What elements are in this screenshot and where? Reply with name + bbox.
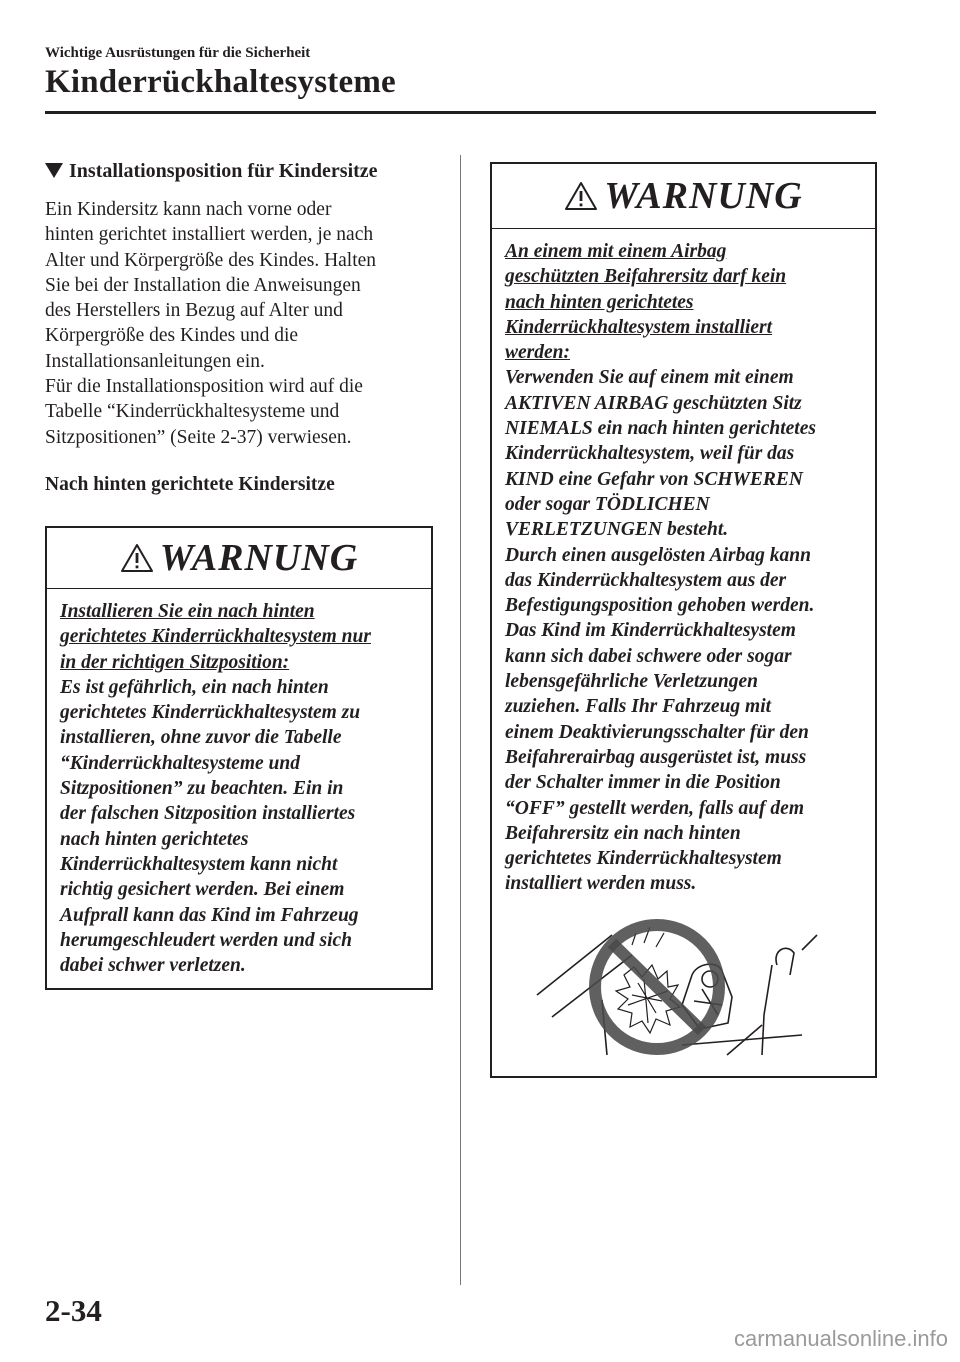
header-rule [45,111,876,114]
warning-line: Beifahrerairbag ausgerüstet ist, muss [505,746,807,768]
paragraph-line: Tabelle “Kinderrückhaltesysteme und [45,401,340,423]
warning-line: dabei schwer verletzen. [60,955,246,977]
warning-line: einem Deaktivierungsschalter für den [505,721,809,743]
warning-line: installiert werden muss. [505,873,697,895]
warning-line: Befestigungsposition gehoben werden. [505,595,815,617]
warning-line: VERLETZUNGEN besteht. [505,519,729,541]
warning-emphasis-line: geschützten Beifahrersitz darf kein [505,266,787,288]
warning-line: richtig gesichert werden. Bei einem [60,879,345,901]
warning-triangle-icon [564,181,598,211]
car-interior-lines [537,935,817,1055]
warning-line: das Kinderrückhaltesystem aus der [505,569,787,591]
paragraph-line: Ein Kindersitz kann nach vorne oder [45,199,332,220]
warning-text [47,589,431,988]
rear-facing-airbag-prohibition-illustration [532,905,822,1060]
warning-emphasis-line: in der richtigen Sitzposition: [60,651,290,673]
warning-line: Das Kind im Kinderrückhaltesystem [505,620,796,642]
warning-line: Verwenden Sie auf einem mit einem [505,367,794,389]
warning-emphasis-line: gerichtetes Kinderrückhaltesystem nur [60,626,371,648]
page-number: 2-34 [45,1293,102,1328]
warning-line: “Kinderrückhaltesysteme und [60,752,300,774]
warning-line: Kinderrückhaltesystem, weil für das [505,443,795,465]
warning-text [492,229,875,907]
warning-line: der Schalter immer in die Position [505,772,781,794]
paragraph-line: des Herstellers in Bezug auf Alter und [45,300,343,322]
warning-line: KIND eine Gefahr von SCHWEREN [505,468,803,490]
warning-line: AKTIVEN AIRBAG geschützten Sitz [505,392,802,414]
chapter-title: Kinderrückhaltesysteme [45,64,396,100]
paragraph-line: Für die Installationsposition wird auf die [45,376,363,398]
paragraph-line: Sie bei der Installation die Anweisungen [45,274,361,296]
warning-line: NIEMALS ein nach hinten gerichtetes [505,418,816,440]
warning-line: installieren, ohne zuvor die Tabelle [60,727,342,749]
warning-header [47,528,431,589]
watermark: carmanualsonline.info [733,1326,948,1351]
triangle-bullet-icon [45,163,63,178]
warning-header [492,164,875,229]
warning-line: Aufprall kann das Kind im Fahrzeug [60,904,359,926]
paragraph-line: hinten gerichtet installiert werden, je nach [45,224,374,246]
warning-emphasis-line: Installieren Sie ein nach hinten [60,601,315,622]
warning-line: kann sich dabei schwere oder sogar [505,645,792,667]
paragraph-line: Körpergröße des Kindes und die [45,325,299,347]
column-divider [460,155,461,1285]
rear-facing-heading: Nach hinten gerichtete Kindersitze [45,473,335,495]
warning-line: Es ist gefährlich, ein nach hinten [60,676,329,698]
warning-emphasis-line: Kinderrückhaltesystem installiert [505,316,773,338]
warning-line: zuziehen. Falls Ihr Fahrzeug mit [505,696,772,718]
subheading [45,157,435,185]
warning-line: Beifahrersitz ein nach hinten [505,822,741,844]
intro-paragraph [45,197,435,450]
warning-title: WARNUNG [604,175,803,217]
warning-line: Durch einen ausgelösten Airbag kann [505,544,811,566]
warning-line: der falschen Sitzposition installiertes [60,803,356,825]
warning-line: herumgeschleudert werden und sich [60,929,352,951]
prohibition-sign-icon [595,925,719,1049]
warning-emphasis-line: nach hinten gerichtetes [505,291,694,313]
paragraph-line: Installationsanleitungen ein. [45,350,265,372]
warning-line: oder sogar TÖDLICHEN [505,493,710,515]
left-column [45,157,435,498]
paragraph-line: Alter und Körpergröße des Kindes. Halten [45,249,377,271]
warning-line: lebensgefährliche Verletzungen [505,671,758,693]
warning-emphasis-line: werden: [505,342,570,364]
subheading-text: Installationsposition für Kindersitze [69,160,378,182]
warning-line: Sitzpositionen” zu beachten. Ein in [60,778,344,800]
paragraph-line: Sitzpositionen” (Seite 2-37) verwiesen. [45,426,352,448]
left-warning-box [45,526,433,990]
section-label: Wichtige Ausrüstungen für die Sicherheit [45,45,311,61]
warning-line: gerichtetes Kinderrückhaltesystem zu [60,702,361,724]
warning-line: “OFF” gestellt werden, falls auf dem [505,797,804,819]
warning-line: nach hinten gerichtetes [60,828,249,850]
warning-line: gerichtetes Kinderrückhaltesystem [505,848,782,870]
warning-emphasis-line: An einem mit einem Airbag [505,241,727,262]
warning-triangle-icon [120,543,154,573]
warning-title: WARNUNG [159,537,359,579]
warning-line: Kinderrückhaltesystem kann nicht [60,853,338,875]
